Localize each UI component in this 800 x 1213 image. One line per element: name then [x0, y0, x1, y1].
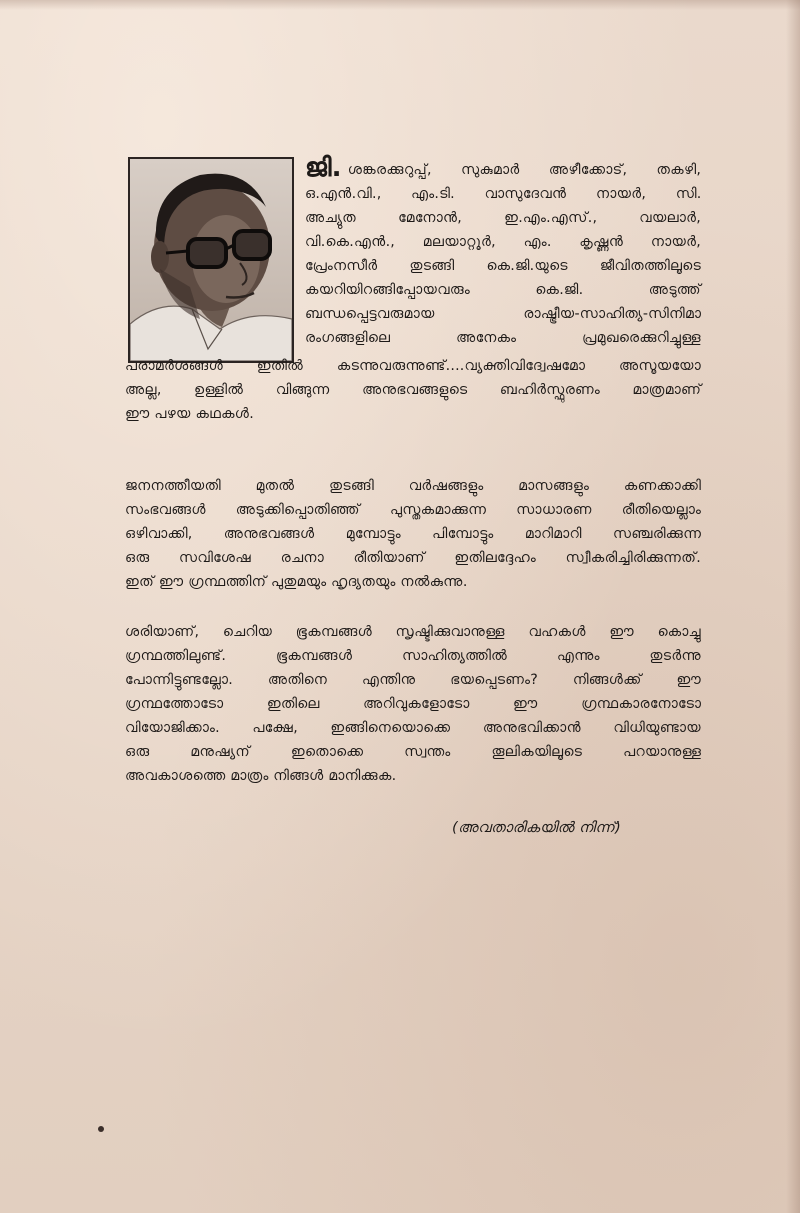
p2-line-2: സംഭവങ്ങൾ അടുക്കിപ്പൊതിഞ്ഞ് പുസ്തകമാക്കുന്ന സാധാരണ രീതിയെല്ലാം — [125, 502, 702, 518]
p2-line-5: ഇത് ഈ ഗ്രന്ഥത്തിന് പുതുമയും ഹൃദ്യതയും നൽകുന്നു. — [125, 574, 468, 590]
intro-initial: ജി. — [305, 153, 342, 183]
p3-line-3: പോന്നിട്ടുണ്ടല്ലോ. അതിനെ എന്തിനു ഭയപ്പെടണം? നിങ്ങൾക്ക് ഈ — [125, 672, 702, 688]
author-portrait — [128, 157, 294, 363]
p3-line-5: വിയോജിക്കാം. പക്ഷേ, ഇങ്ങിനെയൊക്കെ അനുഭവിക്കാൻ വിധിയുണ്ടായ — [125, 720, 701, 736]
intro-line-1: ജി. ശങ്കരക്കുറുപ്പ്, സുകുമാർ അഴീക്കോട്, തകഴി, — [305, 153, 702, 183]
p3-line-4: ഗ്രന്ഥത്തോടോ ഇതിലെ അറിവുകളോടോ ഈ ഗ്രന്ഥകാരനോടോ — [125, 696, 702, 712]
p3-line-7: അവകാശത്തെ മാത്രം നിങ്ങൾ മാനിക്കുക. — [125, 768, 397, 784]
ink-spot — [98, 1126, 104, 1132]
intro-line-2: ഒ.എൻ.വി., എം.ടി. വാസുദേവൻ നായർ, സി. — [305, 186, 702, 202]
intro-line-3: അച്യുത മേനോൻ, ഇ.എം.എസ്., വയലാർ, — [305, 210, 701, 226]
p2-line-1: ജനനത്തീയതി മുതൽ തുടങ്ങി വർഷങ്ങളും മാസങ്ങളും കണക്കാക്കി — [125, 478, 702, 494]
p2-line-4: ഒരു സവിശേഷ രചനാ രീതിയാണ് ഇതിലദ്ദേഹം സ്വീകരിച്ചിരിക്കുന്നത്. — [125, 550, 701, 566]
intro-line-7: ബന്ധപ്പെട്ടവരുമായ രാഷ്ട്രീയ-സാഹിത്യ-സിനിമാ — [305, 306, 702, 322]
intro-line-5: പ്രേംനസീർ തുടങ്ങി കെ.ജി.യുടെ ജീവിതത്തിലൂടെ — [305, 258, 701, 274]
paragraph-2 — [125, 474, 701, 594]
intro-line-6: കയറിയിറങ്ങിപ്പോയവരും കെ.ജി. അടുത്ത് — [305, 282, 701, 298]
author-portrait-image — [130, 159, 292, 361]
paragraph-3 — [125, 620, 701, 788]
paper-top-edge — [0, 0, 800, 10]
p2-line-3: ഒഴിവാക്കി, അനുഭവങ്ങൾ മുമ്പോട്ടും പിമ്പോട്ടും മാറിമാറി സഞ്ചരിക്കുന്ന — [125, 526, 702, 542]
attribution-note: (അവതാരികയിൽ നിന്ന്) — [452, 820, 622, 836]
p3-line-1: ശരിയാണ്, ചെറിയ ഭൂകമ്പങ്ങൾ സൃഷ്ടിക്കുവാനുള്ള വഹകൾ ഈ കൊച്ചു — [125, 624, 701, 640]
intro-paragraph-upper — [305, 153, 702, 350]
intro-line-9: പരാമർശങ്ങൾ ഇതിൽ കടന്നുവരുന്നുണ്ട്....വ്യക്തിവിദ്വേഷമോ അസൂയയോ — [125, 358, 702, 374]
intro-line-8: രംഗങ്ങളിലെ അനേകം പ്രമുഖരെക്കുറിച്ചുള്ള — [305, 330, 701, 346]
intro-line-11: ഈ പഴയ കഥകൾ. — [125, 406, 254, 422]
intro-line-4: വി.കെ.എൻ., മലയാറ്റൂർ, എം. കൃഷ്ണൻ നായർ, — [305, 234, 701, 250]
intro-line-10: അല്ല, ഉള്ളിൽ വിങ്ങുന്ന അനുഭവങ്ങളുടെ ബഹിർസ്ഫുരണം മാത്രമാണ് — [125, 382, 702, 398]
p3-line-6: ഒരു മനുഷ്യന് ഇതൊക്കെ സ്വന്തം തൂലികയിലൂടെ പറയാനുള്ള — [125, 744, 702, 760]
p3-line-2: ഗ്രന്ഥത്തിലുണ്ട്. ഭൂകമ്പങ്ങൾ സാഹിത്യത്തിൽ എന്നും തുടർന്നു — [125, 648, 701, 664]
paper-right-edge — [786, 0, 800, 1213]
intro-paragraph-lower — [125, 354, 701, 426]
